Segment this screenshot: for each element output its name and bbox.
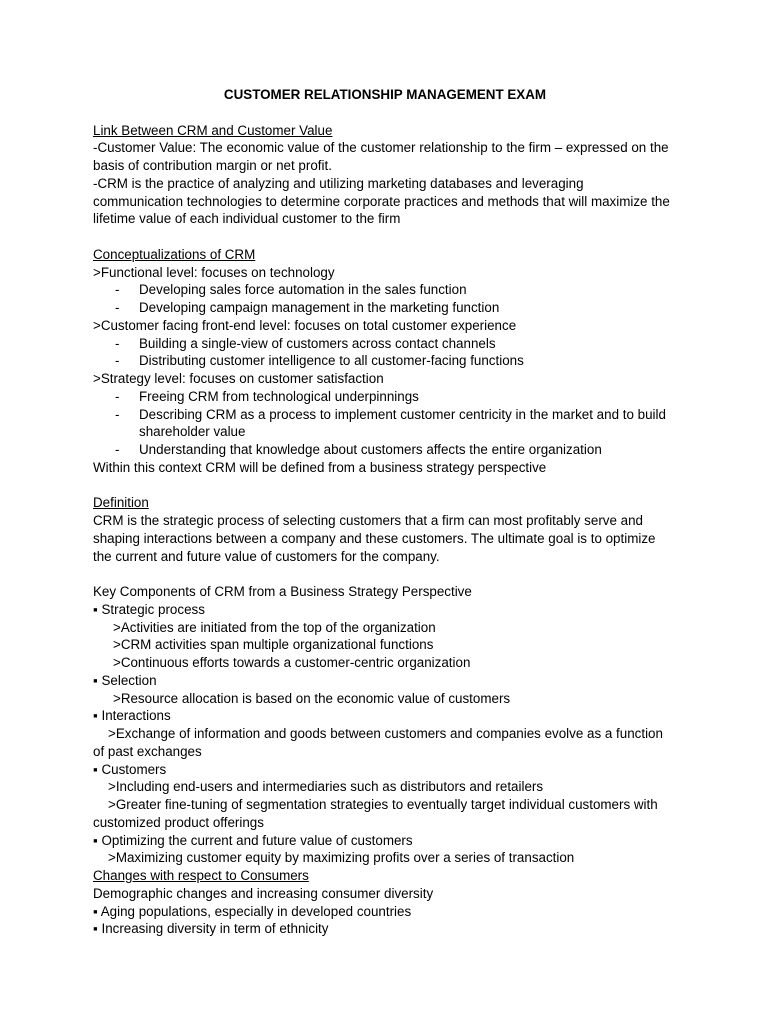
section-heading-link-crm-value: Link Between CRM and Customer Value [93,122,333,138]
bullet-customers: ▪ Customers [93,761,167,777]
demographic-intro: Demographic changes and increasing consumer diversity [93,885,434,901]
list-item: - Developing sales force automation in the sales function [115,282,467,298]
section-heading-definition: Definition [93,495,149,511]
list-item: >CRM activities span multiple organizational functions [113,637,434,653]
functional-level: >Functional level: focuses on technology [93,264,335,280]
context-statement: Within this context CRM will be defined from a business strategy perspective [93,459,547,475]
bullet-aging-populations: ▪ Aging populations, especially in developed countries [93,903,412,919]
list-item: >Activities are initiated from the top of the organization [113,619,436,635]
document-title: CUSTOMER RELATIONSHIP MANAGEMENT EXAM [223,87,547,102]
strategy-list [93,388,673,459]
bullet-selection: ▪ Selection [93,672,157,688]
bullet-ethnic-diversity: ▪ Increasing diversity in term of ethnicity [93,921,329,937]
document-page [93,86,673,938]
list-item: - Describing CRM as a process to implement customer centricity in the market and to build shareholder value [115,406,666,440]
customer-facing-level: >Customer facing front-end level: focuses on total customer experience [93,317,517,333]
list-item: >Maximizing customer equity by maximizing profits over a series of transaction [108,850,575,866]
list-item: >Continuous efforts towards a customer-centric organization [113,655,471,670]
list-item: - Developing campaign management in the marketing function [115,300,500,315]
list-item: >Resource allocation is based on the economic value of customers [113,690,511,706]
bullet-optimizing: ▪ Optimizing the current and future value of customers [93,832,413,848]
list-item: >Exchange of information and goods between customers and companies evolve as a function of past exchanges [93,726,663,759]
bullet-strategic-process: ▪ Strategic process [93,601,205,617]
list-item: >Including end-users and intermediaries such as distributors and retailers [108,779,544,795]
bullet-interactions: ▪ Interactions [93,708,171,724]
functional-list [93,281,673,317]
paragraph-customer-value: -Customer Value: The economic value of the customer relationship to the firm – expressed on the basis of contribution margin or net profit. [93,140,669,173]
list-item: >Greater fine-tuning of segmentation strategies to eventually target individual customers with customized product offerings [93,797,658,830]
paragraph-crm-practice: -CRM is the practice of analyzing and utilizing marketing databases and leveraging communication technologies to determine corporate practices and methods that will maximize the lifetime value of each individual customer to the firm [93,175,670,227]
section-heading-changes-consumers: Changes with respect to Consumers [93,868,309,883]
customer-facing-list [93,335,673,371]
list-item: - Distributing customer intelligence to all customer-facing functions [115,353,524,369]
list-item: - Freeing CRM from technological underpinnings [115,388,419,404]
section-heading-key-components: Key Components of CRM from a Business Strategy Perspective [93,584,472,599]
strategy-level: >Strategy level: focuses on customer satisfaction [93,371,384,386]
list-item: - Building a single-view of customers across contact channels [115,335,496,351]
section-heading-conceptualizations: Conceptualizations of CRM [93,246,256,262]
paragraph-definition: CRM is the strategic process of selecting customers that a firm can most profitably serve and shaping interactions between a company and these customers. The ultimate goal is to optimize the current and future value of customers for the company. [93,513,656,564]
list-item: - Understanding that knowledge about customers affects the entire organization [115,442,602,457]
